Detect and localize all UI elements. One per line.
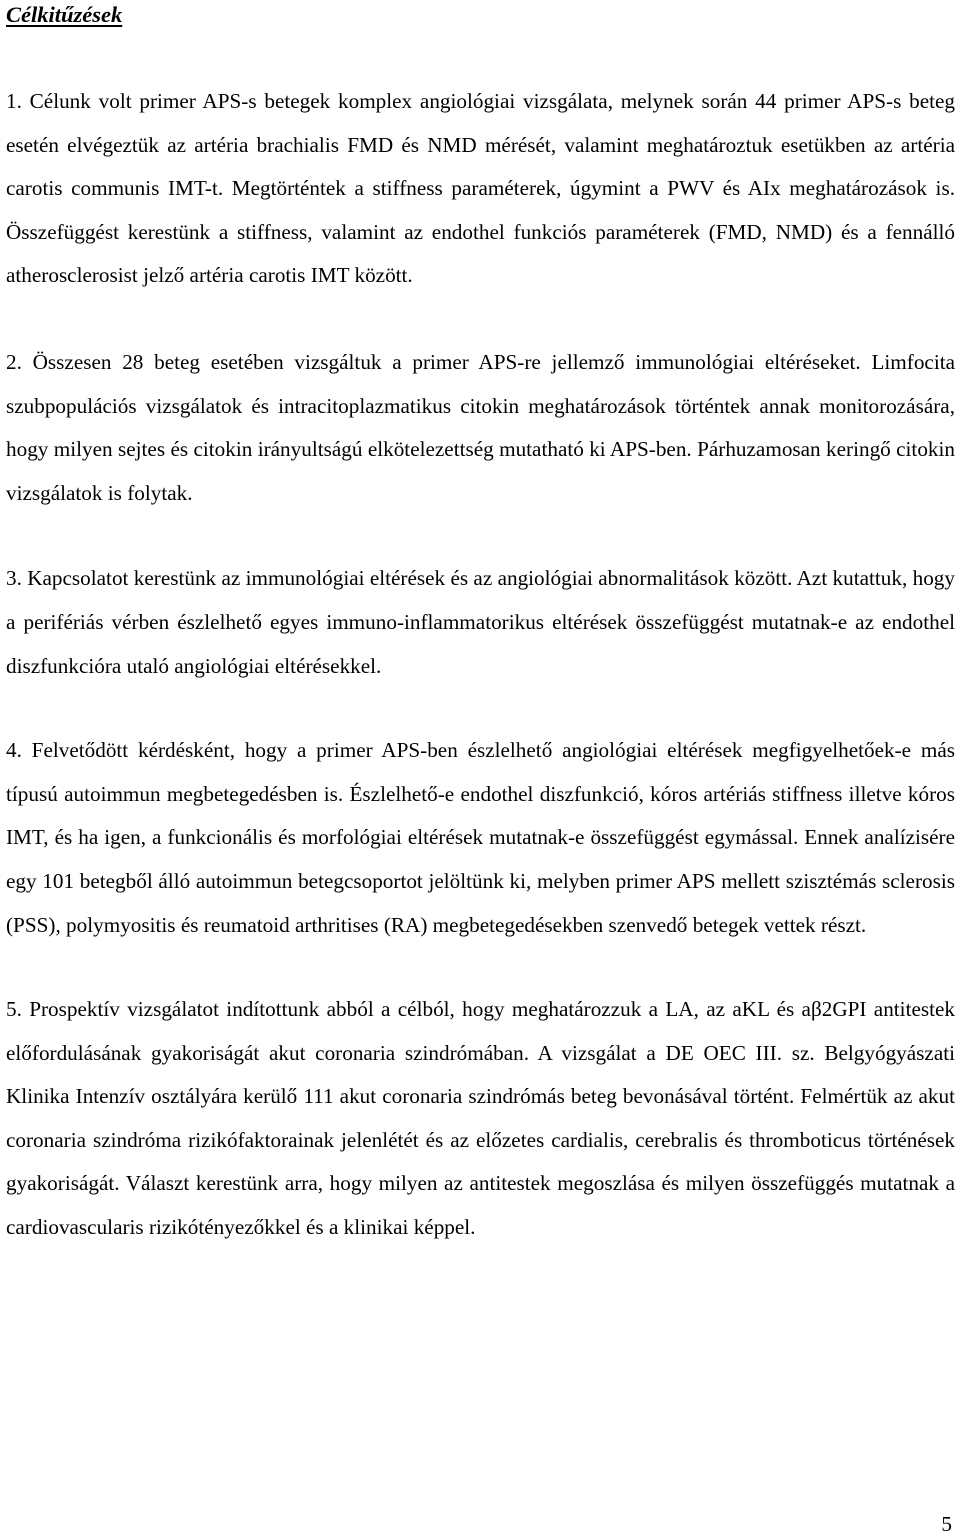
document-page — [6, 0, 955, 1250]
paragraph-4: 4. Felvetődött kérdésként, hogy a primer APS-ben észlelhető angiológiai eltérések megfigyelhetőek-e más típusú autoimmun megbetegedésben is. Észlelhető-e endothel diszfunkció, kóros artériás stiffness illetve kóros IMT, és ha igen, a funkcionális és morfológiai eltérések mutatnak-e összefüggést egymással. Ennek analízisére egy 101 betegből álló autoimmun betegcsoportot jelöltünk ki, melyben primer APS mellett szisztémás sclerosis (PSS), polymyositis és reumatoid arthritises (RA) megbetegedésekben szenvedő betegek vettek részt. — [6, 738, 955, 937]
section-title: Célkitűzések — [6, 2, 123, 27]
paragraph-3: 3. Kapcsolatot kerestünk az immunológiai eltérések és az angiológiai abnormalitások között. Azt kutattuk, hogy a perifériás vérben észlelhető egyes immuno-inflammatorikus eltérések összefüggést mutatnak-e az endothel diszfunkcióra utaló angiológiai eltérésekkel. — [6, 566, 955, 678]
page-number: 5 — [941, 1512, 952, 1536]
paragraph-5: 5. Prospektív vizsgálatot indítottunk abból a célból, hogy meghatározzuk a LA, az aKL és aβ2GPI antitestek előfordulásának gyakoriságát akut coronaria szindrómában. A vizsgálat a DE OEC III. sz. Belgyógyászati Klinika Intenzív osztályára kerülő 111 akut coronaria szindrómás beteg bevonásával történt. Felmértük az akut coronaria szindróma rizikófaktorainak jelenlétét és az előzetes cardialis, cerebralis és thromboticus történések gyakoriságát. Választ kerestünk arra, hogy milyen az antitestek megoszlása és milyen összefüggés mutatnak a cardiovascularis rizikótényezőkkel és a klinikai képpel. — [6, 997, 955, 1240]
paragraph-2: 2. Összesen 28 beteg esetében vizsgáltuk a primer APS-re jellemző immunológiai eltéréseket. Limfocita szubpopulációs vizsgálatok és intracitoplazmatikus citokin meghatározások történtek annak monitorozására, hogy milyen sejtes és citokin irányultságú elkötelezettség mutatható ki APS-ben. Párhuzamosan keringő citokin vizsgálatok is folytak. — [6, 349, 955, 505]
paragraph-1: 1. Célunk volt primer APS-s betegek komplex angiológiai vizsgálata, melynek során 44 primer APS-s beteg esetén elvégeztük az artéria brachialis FMD és NMD mérését, valamint meghatároztuk esetükben az artéria carotis communis IMT-t. Megtörténtek a stiffness paraméterek, úgymint a PWV és AIx meghatározások is. Összefüggést kerestünk a stiffness, valamint az endothel funkciós paraméterek (FMD, NMD) és a fennálló atherosclerosist jelző artéria carotis IMT között. — [6, 89, 955, 288]
